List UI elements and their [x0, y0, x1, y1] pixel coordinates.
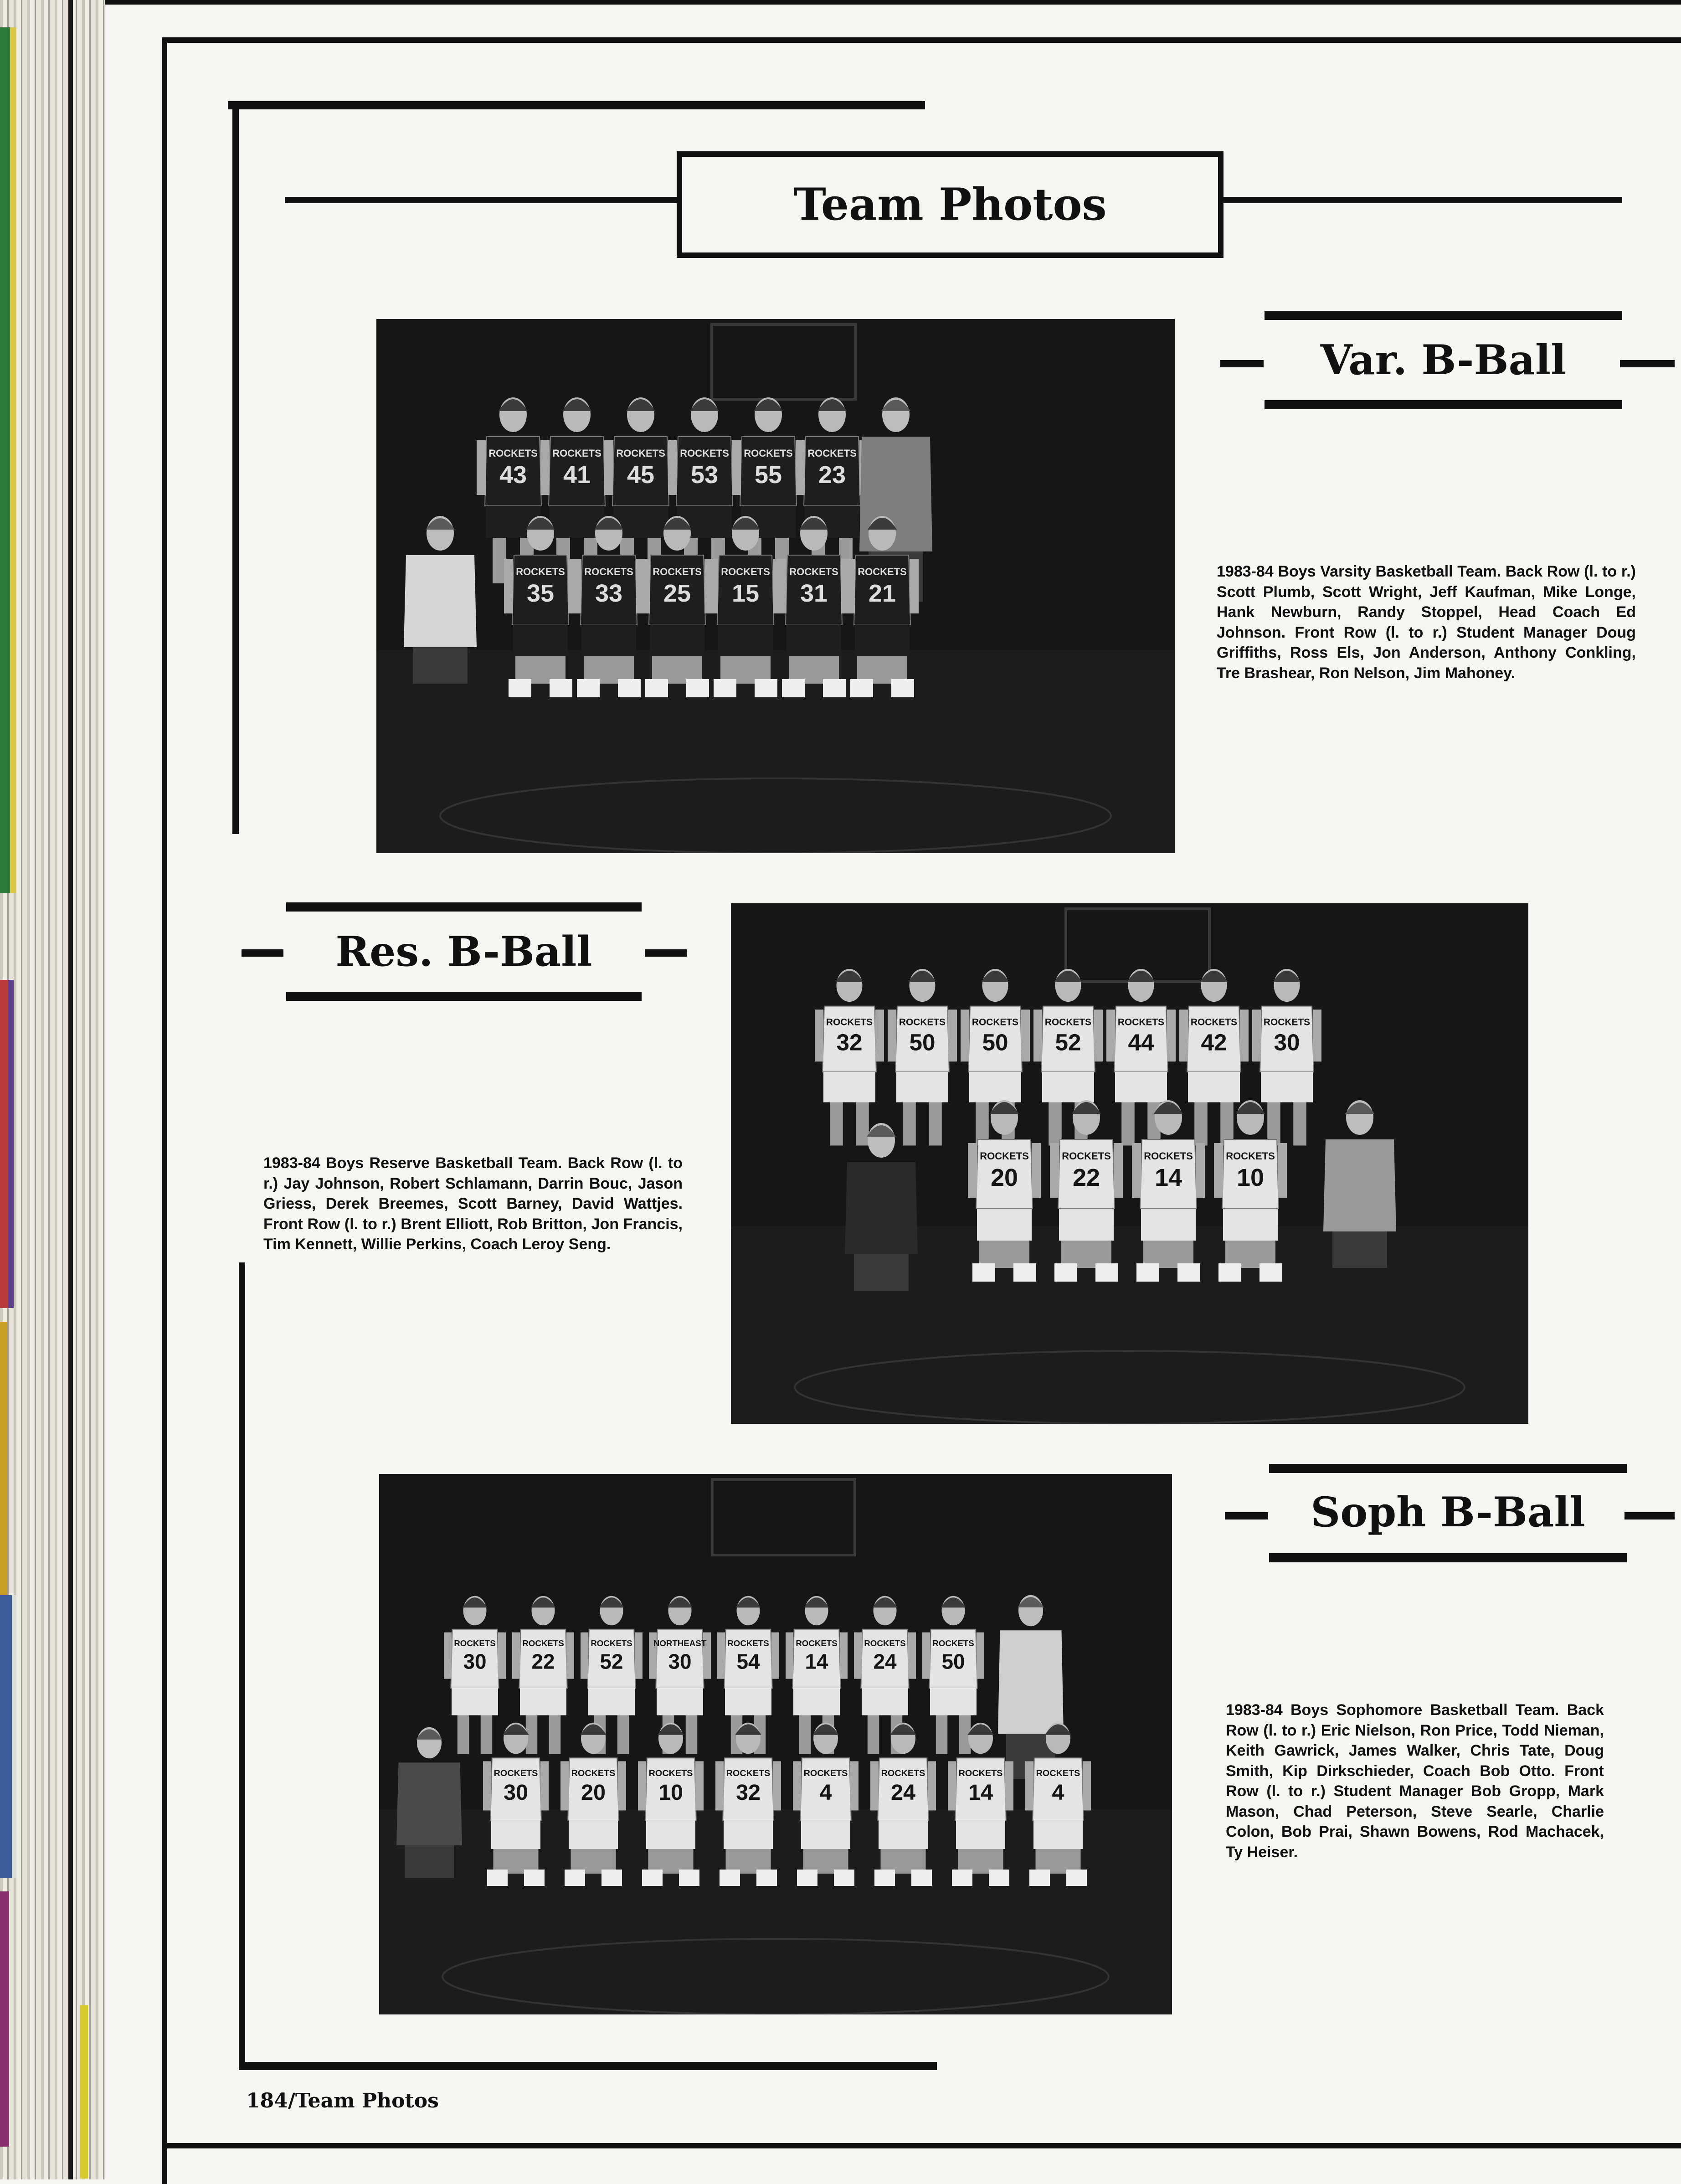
- page-folio: 184/Team Photos: [246, 2089, 439, 2112]
- jersey-number: 35: [526, 580, 555, 607]
- jersey-number: 43: [499, 461, 527, 489]
- jersey-number: 30: [503, 1780, 529, 1805]
- jersey-name: ROCKETS: [899, 1017, 946, 1028]
- jersey-name: ROCKETS: [807, 448, 857, 459]
- jersey-number: 14: [805, 1649, 828, 1674]
- jersey-name: ROCKETS: [522, 1638, 564, 1648]
- jersey-name: ROCKETS: [789, 566, 838, 577]
- jersey-name: ROCKETS: [958, 1768, 1003, 1778]
- jersey-name: ROCKETS: [571, 1768, 616, 1778]
- varsity-heading-top-rule: [1265, 311, 1622, 320]
- jersey-number: 25: [663, 580, 691, 607]
- jersey-number: 41: [563, 461, 591, 489]
- jersey-name: ROCKETS: [858, 566, 907, 577]
- page-title: Team Photos: [793, 179, 1107, 230]
- jersey-name: ROCKETS: [744, 448, 793, 459]
- jersey-name: ROCKETS: [864, 1638, 906, 1648]
- title-left-rule: [285, 197, 677, 203]
- jersey-name: ROCKETS: [584, 566, 633, 577]
- jersey-name: ROCKETS: [591, 1638, 632, 1648]
- jersey-number: 53: [690, 461, 719, 489]
- jersey-number: 22: [531, 1649, 555, 1674]
- soph-heading-top-rule: [1269, 1464, 1627, 1473]
- jersey-number: 20: [581, 1780, 606, 1805]
- bracket-left-lower-rule: [239, 1262, 245, 2070]
- jersey-number: 50: [909, 1029, 936, 1056]
- title-right-rule: [1223, 197, 1622, 203]
- jersey-name: ROCKETS: [1044, 1017, 1092, 1028]
- jersey-name: ROCKETS: [1190, 1017, 1238, 1028]
- jersey-number: 42: [1201, 1029, 1227, 1056]
- jersey-name: ROCKETS: [726, 1768, 771, 1778]
- jersey-number: 33: [595, 580, 623, 607]
- top-edge-rule: [105, 0, 1681, 5]
- jersey-number: 31: [800, 580, 828, 607]
- jersey-number: 44: [1128, 1029, 1154, 1056]
- jersey-name: ROCKETS: [727, 1638, 769, 1648]
- jersey-name: ROCKETS: [680, 448, 729, 459]
- jersey-name: ROCKETS: [881, 1768, 925, 1778]
- frame-bottom-rule: [162, 2143, 1681, 2148]
- jersey-name: ROCKETS: [721, 566, 770, 577]
- sophomore-team-photo: [379, 1474, 1172, 2014]
- soph-heading-left-dash: [1225, 1512, 1268, 1520]
- jersey-name: ROCKETS: [648, 1768, 693, 1778]
- jersey-number: 50: [941, 1649, 965, 1674]
- page-title-box: [677, 151, 1223, 258]
- reserve-team-photo: [731, 903, 1528, 1424]
- jersey-name: ROCKETS: [932, 1638, 974, 1648]
- bracket-bottom-rule: [239, 2062, 937, 2070]
- jersey-number: 50: [982, 1029, 1008, 1056]
- jersey-name: ROCKETS: [1263, 1017, 1311, 1028]
- jersey-number: 20: [990, 1164, 1018, 1191]
- soph-heading-bottom-rule: [1269, 1553, 1627, 1562]
- bracket-left-upper-rule: [232, 101, 239, 834]
- jersey-number: 14: [1154, 1164, 1182, 1191]
- jersey-number: 55: [754, 461, 782, 489]
- varsity-caption: 1983-84 Boys Varsity Basketball Team. Back Row (l. to r.) Scott Plumb, Scott Wright, Jeff Kaufman, Mike Longe, Hank Newburn, Randy Stoppel, Head Coach Ed Johnson. Front Row (l. to r.) Student Manager Doug Griffiths, Ross Els, Jon Anderson, Anthony Conkling, Tre Brashear, Ron Nelson, Jim Mahoney.: [1217, 563, 1636, 682]
- jersey-name: ROCKETS: [552, 448, 601, 459]
- jersey-number: 30: [1274, 1029, 1300, 1056]
- reserve-heading-left-dash: [242, 949, 283, 957]
- jersey-name: ROCKETS: [616, 448, 665, 459]
- jersey-name: ROCKETS: [796, 1638, 838, 1648]
- jersey-name: ROCKETS: [1144, 1150, 1193, 1162]
- bracket-top-rule: [228, 101, 925, 109]
- jersey-number: 52: [600, 1649, 623, 1674]
- jersey-name: ROCKETS: [1117, 1017, 1165, 1028]
- jersey-number: 22: [1072, 1164, 1100, 1191]
- varsity-heading: Var. B-Ball: [1320, 336, 1567, 384]
- jersey-number: 4: [1052, 1780, 1064, 1805]
- frame-top-rule: [162, 37, 1681, 43]
- reserve-heading-right-dash: [645, 949, 687, 957]
- varsity-heading-left-dash: [1220, 360, 1264, 367]
- jersey-number: 23: [818, 461, 846, 489]
- page-stack-edge: [0, 0, 105, 2179]
- jersey-number: 32: [836, 1029, 863, 1056]
- jersey-name: NORTHEAST: [653, 1638, 707, 1648]
- reserve-caption: 1983-84 Boys Reserve Basketball Team. Back Row (l. to r.) Jay Johnson, Robert Schlamann, Darrin Bouc, Jason Griess, Derek Breemes, Scott Barney, David Wattjes. Front Row (l. to r.) Brent Elliott, Rob Britton, Jon Francis, Tim Kennett, Willie Perkins, Coach Leroy Seng.: [263, 1154, 683, 1253]
- jersey-number: 30: [668, 1649, 692, 1674]
- soph-heading-right-dash: [1624, 1512, 1675, 1520]
- jersey-number: 45: [627, 461, 655, 489]
- reserve-heading-top-rule: [286, 902, 642, 912]
- jersey-number: 32: [735, 1780, 761, 1805]
- jersey-name: ROCKETS: [516, 566, 565, 577]
- jersey-name: ROCKETS: [826, 1017, 873, 1028]
- reserve-heading-bottom-rule: [286, 992, 642, 1001]
- jersey-number: 14: [968, 1780, 993, 1805]
- jersey-name: ROCKETS: [494, 1768, 538, 1778]
- varsity-heading-right-dash: [1620, 360, 1675, 367]
- jersey-name: ROCKETS: [1226, 1150, 1275, 1162]
- soph-caption: 1983-84 Boys Sophomore Basketball Team. Back Row (l. to r.) Eric Nielson, Ron Price, Todd Nieman, Keith Gawrick, James Walker, Chris Tate, Doug Smith, Kip Dirkschieder, Coach Bob Otto. Front Row (l. to r.) Student Manager Bob Gropp, Mark Mason, Chad Peterson, Steve Searle, Charlie Colon, Bob Prai, Shawn Bowens, Rod Machacek, Ty Heiser.: [1226, 1701, 1604, 1861]
- reserve-heading: Res. B-Ball: [335, 927, 592, 976]
- jersey-number: 15: [731, 580, 760, 607]
- varsity-heading-bottom-rule: [1265, 400, 1622, 409]
- jersey-name: ROCKETS: [803, 1768, 848, 1778]
- jersey-number: 24: [890, 1780, 916, 1805]
- jersey-number: 21: [868, 580, 896, 607]
- jersey-name: ROCKETS: [454, 1638, 496, 1648]
- soph-heading: Soph B-Ball: [1311, 1488, 1585, 1536]
- jersey-number: 4: [819, 1780, 832, 1805]
- jersey-number: 10: [658, 1780, 684, 1805]
- varsity-team-photo: [376, 319, 1175, 853]
- jersey-number: 30: [463, 1649, 487, 1674]
- frame-left-rule: [162, 37, 167, 2184]
- jersey-number: 52: [1055, 1029, 1081, 1056]
- jersey-number: 10: [1236, 1164, 1265, 1191]
- jersey-name: ROCKETS: [1062, 1150, 1111, 1162]
- jersey-number: 54: [736, 1649, 760, 1674]
- jersey-name: ROCKETS: [980, 1150, 1029, 1162]
- jersey-name: ROCKETS: [488, 448, 538, 459]
- jersey-name: ROCKETS: [972, 1017, 1019, 1028]
- jersey-name: ROCKETS: [1036, 1768, 1080, 1778]
- jersey-number: 24: [873, 1649, 897, 1674]
- jersey-name: ROCKETS: [653, 566, 702, 577]
